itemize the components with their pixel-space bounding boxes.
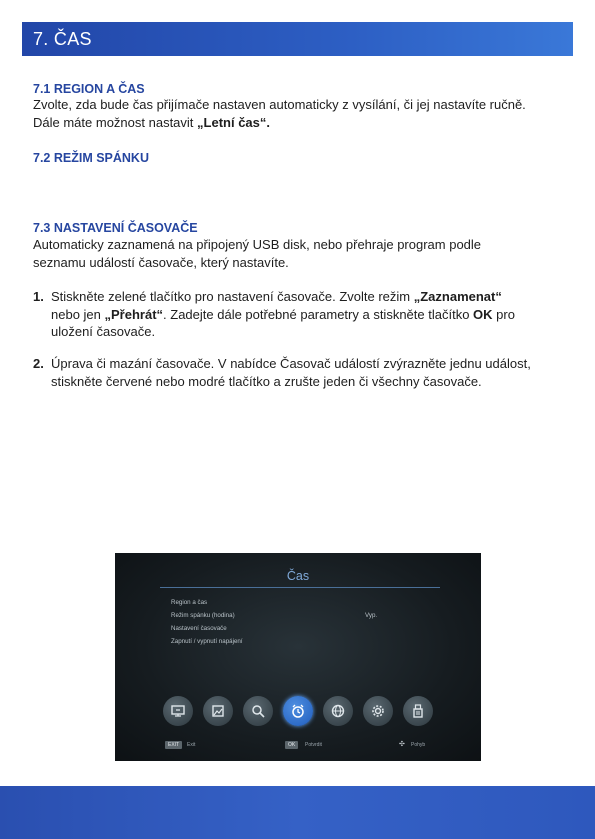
heading-region-a-cas: 7.1 REGION A ČAS — [33, 82, 145, 96]
alarm-clock-icon[interactable] — [283, 696, 313, 726]
list-item — [33, 355, 568, 390]
list-item — [33, 288, 568, 341]
paragraph-bold: „Letní čas“. — [197, 114, 270, 130]
tv-icon[interactable] — [163, 696, 193, 726]
text-run: uložení časovače. — [51, 324, 156, 339]
search-icon[interactable] — [243, 696, 273, 726]
usb-drive-icon[interactable] — [403, 696, 433, 726]
menu-item-power[interactable]: Zapnutí / vypnutí napájení — [171, 638, 243, 645]
menu-icon-bar — [163, 696, 435, 730]
text-run: nebo jen — [51, 306, 105, 322]
text-run: stiskněte červené nebo modré tlačítko a zrušte jeden či všechny časovače. — [51, 373, 482, 389]
move-arrows-icon: ✣ — [399, 741, 405, 748]
paragraph-line: seznamu událostí časovače, který nastavíte. — [33, 254, 289, 270]
move-label: Pohyb — [411, 742, 426, 748]
text-bold: „Zaznamenat“ — [413, 289, 502, 304]
menu-item-sleep[interactable]: Režim spánku (hodina) — [171, 612, 235, 619]
list-item-number: 2. — [33, 356, 44, 371]
paragraph-line: Zvolte, zda bude čas přijímače nastaven automaticky z vysílání, či jej nastavíte ručně. — [33, 97, 526, 112]
gear-icon[interactable] — [363, 696, 393, 726]
text-run: . Zadejte dále potřebné parametry a stiskněte tlačítko — [163, 306, 474, 322]
screen-footer — [115, 741, 481, 753]
section-title: 7. ČAS — [33, 29, 92, 49]
title-underline — [160, 587, 440, 588]
exit-key: EXIT — [165, 741, 182, 749]
tv-screenshot — [115, 553, 481, 761]
list-item-text — [51, 355, 568, 390]
picture-icon[interactable] — [203, 696, 233, 726]
ok-key: OK — [285, 741, 298, 749]
paragraph-region-a-cas — [33, 96, 568, 131]
text-run: pro — [492, 306, 515, 322]
exit-label: Exit — [187, 742, 196, 748]
page-footer-bar — [0, 786, 595, 839]
screen-title: Čas — [286, 569, 310, 583]
heading-rezim-spanku: 7.2 REŽIM SPÁNKU — [33, 151, 149, 165]
globe-icon[interactable] — [323, 696, 353, 726]
ok-label: Potvrdit — [305, 742, 322, 748]
section-header-bar — [22, 22, 573, 56]
heading-nastaveni-casovace: 7.3 NASTAVENÍ ČASOVAČE — [33, 221, 198, 235]
list-item-number: 1. — [33, 289, 44, 304]
menu-item-sleep-value: Vyp. — [365, 612, 378, 619]
paragraph-line: Automaticky zaznamená na připojený USB disk, nebo přehraje program podle — [33, 237, 482, 252]
paragraph-line: Dále máte možnost nastavit — [33, 114, 198, 130]
text-run: Stiskněte zelené tlačítko pro nastavení časovače. Zvolte režim — [51, 289, 414, 304]
menu-item-timer[interactable]: Nastavení časovače — [171, 625, 227, 632]
list-item-text — [51, 288, 568, 341]
paragraph-nastaveni-casovace — [33, 236, 568, 271]
text-bold: OK — [473, 306, 493, 322]
text-bold: „Přehrát“ — [104, 306, 164, 322]
text-run: Úprava či mazání časovače. V nabídce Časovač událostí zvýrazněte jednu událost, — [51, 356, 531, 371]
menu-item-region[interactable]: Region a čas — [171, 599, 208, 606]
